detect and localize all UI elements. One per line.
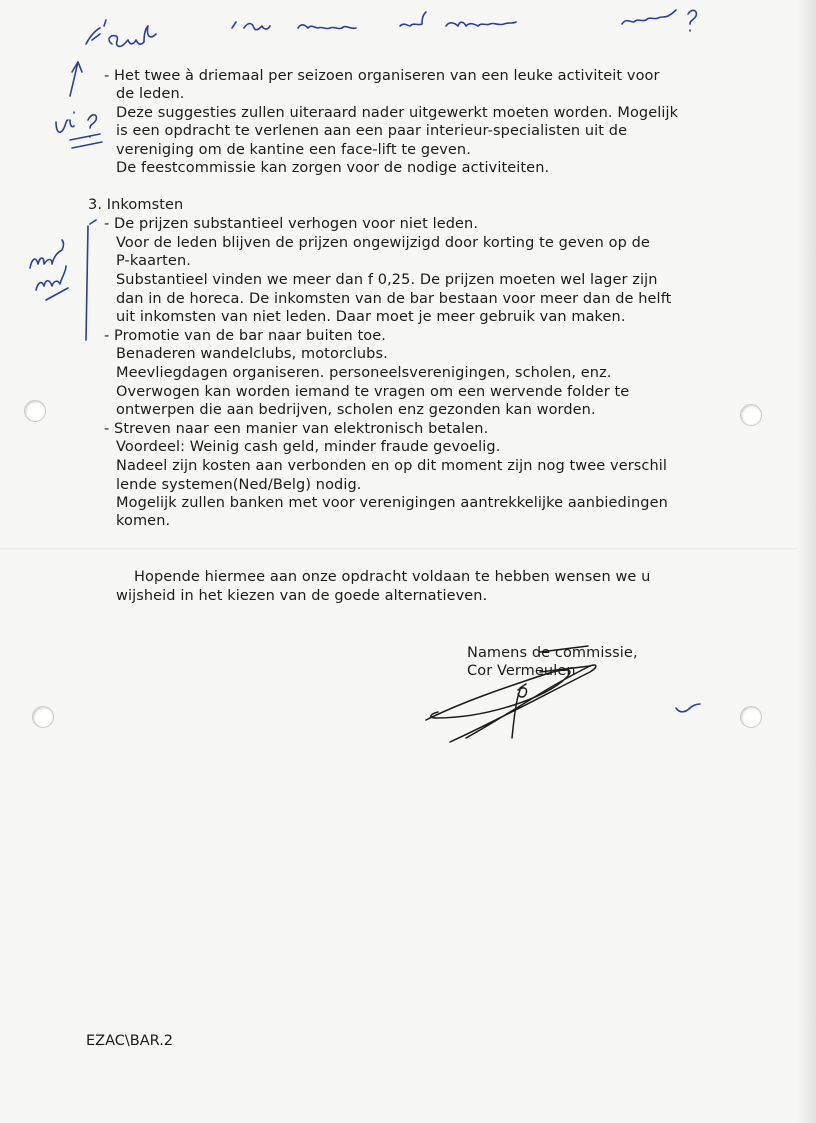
signature-heading: Namens de commissie, — [467, 645, 638, 661]
paragraph-line: ontwerpen die aan bedrijven, scholen enz gezonden kan worden. — [116, 402, 596, 418]
paragraph-line: Voor de leden blijven de prijzen ongewijzigd door korting te geven op de — [116, 235, 650, 251]
paragraph-line: Meevliegdagen organiseren. personeelsverenigingen, scholen, enz. — [116, 365, 612, 381]
suggestions-line: Deze suggesties zullen uiteraard nader uitgewerkt moeten worden. Mogelijk — [116, 105, 679, 121]
paragraph-line: Mogelijk zullen banken met voor verenigingen aantrekkelijke aanbiedingen — [116, 495, 668, 511]
handwritten-note-top — [232, 10, 696, 31]
paragraph-line: Nadeel zijn kosten aan verbonden en op dit moment zijn nog twee verschil — [116, 458, 668, 474]
paragraph-line: Substantieel vinden we meer dan f 0,25. De prijzen moeten wel lager zijn — [116, 272, 658, 288]
paragraph-line: - Streven naar een manier van elektronisch betalen. — [104, 421, 489, 437]
bullet-activity: - Het twee à driemaal per seizoen organiseren van een leuke activiteit voor — [104, 68, 660, 84]
paragraph-line: Overwogen kan worden iemand te vragen om een wervende folder te — [116, 384, 630, 400]
paragraph-line: dan in de horeca. De inkomsten van de bar bestaan voor meer dan de helft — [116, 291, 672, 307]
document-reference: EZAC\BAR.2 — [86, 1033, 174, 1049]
handwritten-note-top-left — [86, 20, 156, 46]
suggestions-line: vereniging om de kantine een face-lift te geven. — [116, 142, 471, 158]
paragraph-line: - De prijzen substantieel verhogen voor niet leden. — [104, 216, 479, 232]
suggestions-line: De feestcommissie kan zorgen voor de nodige activiteiten. — [116, 160, 550, 176]
signature-name: Cor Vermeulen — [467, 663, 576, 679]
handwritten-arrow-left — [56, 62, 102, 148]
suggestions-line: is een opdracht te verlenen aan een paar interieur-specialisten uit de — [116, 123, 628, 139]
paragraph-line: komen. — [116, 513, 171, 529]
paragraph-line: uit inkomsten van niet leden. Daar moet je meer gebruik van maken. — [116, 309, 626, 325]
section-heading: 3. Inkomsten — [88, 197, 184, 213]
paragraph-line: lende systemen(Ned/Belg) nodig. — [116, 477, 362, 493]
signature-scribble — [426, 646, 596, 742]
paragraph-line: P-kaarten. — [116, 253, 191, 269]
closing-line: Hopende hiermee aan onze opdracht voldaan te hebben wensen we u — [134, 569, 651, 585]
paragraph-line: - Promotie van de bar naar buiten toe. — [104, 328, 386, 344]
closing-line: wijsheid in het kiezen van de goede alternatieven. — [116, 588, 488, 604]
handwritten-note-left-margin — [30, 220, 96, 340]
bullet-activity-cont: de leden. — [116, 86, 185, 102]
paragraph-line: Voordeel: Weinig cash geld, minder fraude gevoelig. — [116, 439, 501, 455]
paragraph-line: Benaderen wandelclubs, motorclubs. — [116, 346, 388, 362]
handwritten-mark-right — [676, 704, 700, 712]
